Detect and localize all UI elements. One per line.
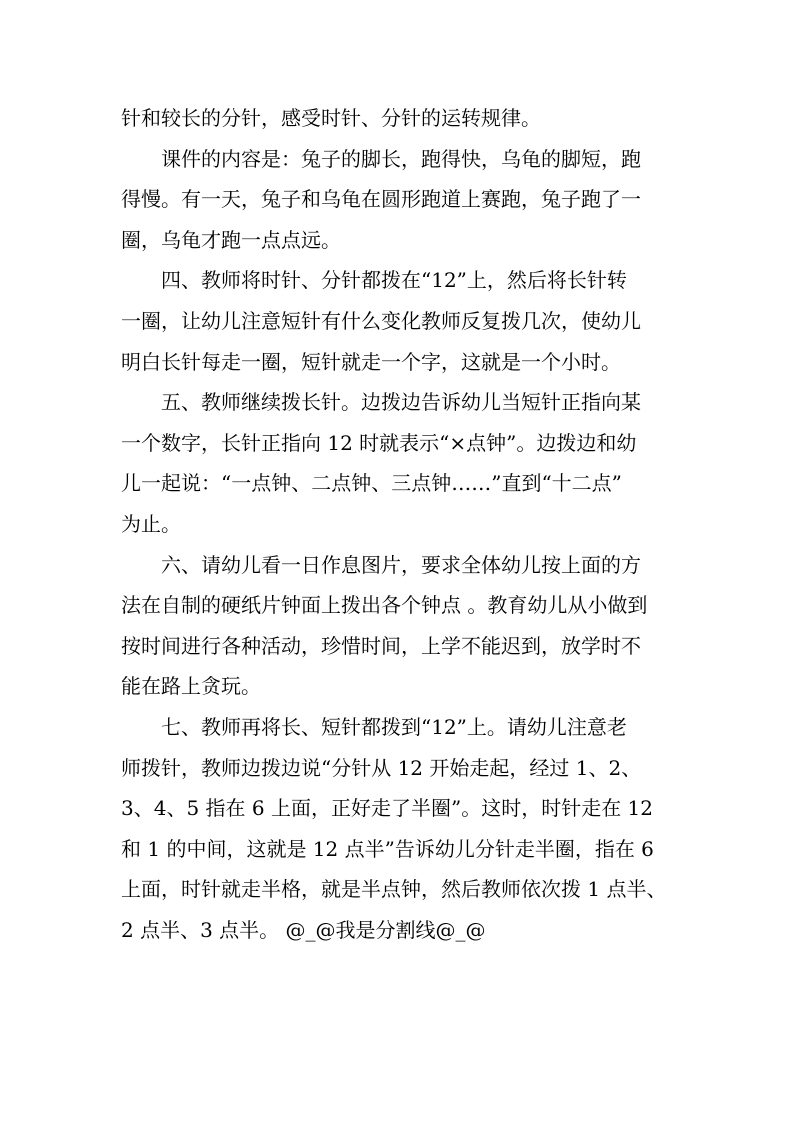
text-line: 针和较长的分针，感受时针、分针的运转规律。: [121, 106, 541, 130]
text-line: 2 点半、3 点半。 @_@我是分割线@_@: [121, 917, 486, 942]
paragraph-first-line: 五、教师继续拨长针。边拨边告诉幼儿当短针正指向某: [161, 390, 641, 415]
paragraph-first-line: 课件的内容是：兔子的脚长，跑得快，乌龟的脚短，跑: [161, 146, 641, 171]
text-line: 能在路上贪玩。: [121, 674, 261, 699]
text-line: 儿一起说：“一点钟、二点钟、三点钟……”直到“十二点”: [121, 471, 622, 496]
text-line: 按时间进行各种活动，珍惜时间，上学不能迟到，放学时不: [121, 633, 641, 658]
text-line: 圈，乌龟才跑一点点远。: [121, 227, 341, 252]
text-line: 明白长针每走一圈，短针就走一个字，这就是一个小时。: [121, 349, 621, 374]
text-line: 得慢。有一天，兔子和乌龟在圆形跑道上赛跑，兔子跑了一: [121, 187, 641, 212]
text-line: 和 1 的中间，这就是 12 点半”告诉幼儿分针走半圈，指在 6: [121, 836, 654, 861]
paragraph-first-line: 六、请幼儿看一日作息图片，要求全体幼儿按上面的方: [161, 552, 641, 577]
text-line: 上面，时针就走半格，就是半点钟，然后教师依次拨 1 点半、: [121, 877, 667, 902]
text-line: 一圈，让幼儿注意短针有什么变化教师反复拨几次，使幼儿: [121, 308, 641, 333]
paragraph-first-line: 七、教师再将长、短针都拨到“12”上。请幼儿注意老: [161, 714, 627, 739]
text-line: 3、4、5 指在 6 上面，正好走了半圈”。这时，时针走在 12: [121, 796, 654, 821]
text-line: 法在自制的硬纸片钟面上拨出各个钟点 。教育幼儿从小做到: [121, 593, 648, 618]
text-line: 为止。: [121, 511, 181, 536]
text-line: 师拨针，教师边拨边说“分针从 12 开始走起，经过 1、2、: [121, 755, 642, 780]
paragraph-first-line: 四、教师将时针、分针都拨在“12”上，然后将长针转: [161, 268, 627, 293]
text-line: 一个数字，长针正指向 12 时就表示“×点钟”。边拨边和幼: [121, 430, 637, 455]
document-body: [121, 98, 673, 950]
